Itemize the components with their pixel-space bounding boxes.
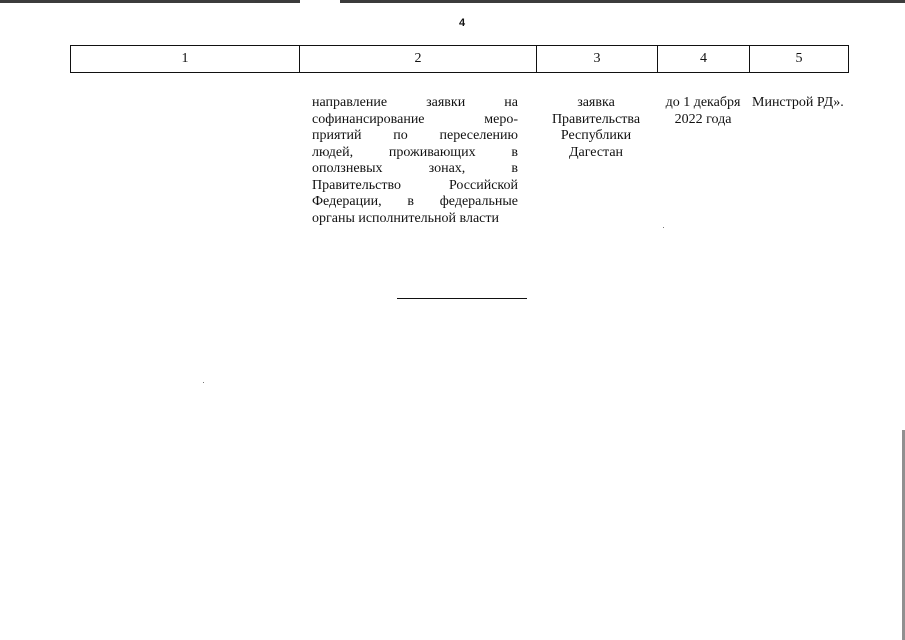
table-header-col-2: 2 xyxy=(300,46,537,72)
scan-speck xyxy=(663,227,664,228)
measure-line: Федерации, в федеральные xyxy=(312,194,518,209)
measure-line: направление заявки на xyxy=(312,95,518,110)
measure-line: людей, проживающих в xyxy=(312,144,518,160)
measure-line: органы исполнительной власти xyxy=(312,210,499,226)
table-header-col-3: 3 xyxy=(537,46,658,72)
deadline-line: до 1 декабря xyxy=(665,95,741,110)
scan-speck xyxy=(203,382,204,383)
table-header-col-5: 5 xyxy=(795,51,803,66)
row-cell-result xyxy=(540,95,652,161)
measure-line: оползневых зонах, в xyxy=(312,161,518,176)
result-line: Дагестан xyxy=(568,144,624,160)
table-header-col-4: 4 xyxy=(658,46,750,72)
result-line: Республики xyxy=(560,128,632,143)
scan-edge-top xyxy=(0,0,905,3)
row-cell-responsible: Минстрой РД». xyxy=(752,95,844,110)
row-cell-measure xyxy=(312,95,518,227)
deadline-line: 2022 года xyxy=(674,111,732,127)
end-rule xyxy=(397,298,527,299)
table-header-col-1: 1 xyxy=(71,46,300,72)
result-line: заявка xyxy=(577,95,615,110)
measure-line: софинансирование меро- xyxy=(312,111,518,127)
result-line: Правительства xyxy=(551,111,641,127)
row-cell-deadline xyxy=(658,95,748,128)
measure-line: приятий по переселению xyxy=(312,128,518,143)
table-header-row xyxy=(70,45,849,73)
measure-line: Правительство Российской xyxy=(312,177,518,193)
page-number: 4 xyxy=(458,17,466,29)
